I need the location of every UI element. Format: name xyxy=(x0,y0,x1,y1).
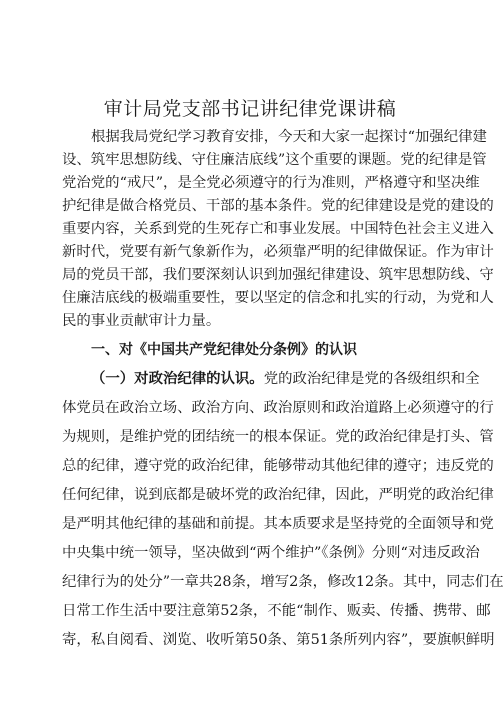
sub-section-1-first-line-text: 党的政治纪律是党的各级组织和全 xyxy=(263,371,480,387)
body-line-6: 中央集中统一领导，坚决做到“两个维护”《条例》分则“对违反政治 xyxy=(62,545,480,561)
intro-line-2: 设、筑牢思想防线、守住廉洁底线”这个重要的课题。党的纪律是管 xyxy=(62,152,487,168)
body-line-5: 是严明其他纪律的基础和前提。其本质要求是坚持党的全面领导和党 xyxy=(62,516,494,532)
intro-line-6: 新时代，党要有新气象新作为，必须靠严明的纪律做保证。作为审计 xyxy=(62,244,494,260)
intro-line-7: 局的党员干部，我们要深刻认识到加强纪律建设、筑牢思想防线、守 xyxy=(62,267,494,283)
body-line-1: 体党员在政治立场、政治方向、政治原则和政治道路上必须遵守的行 xyxy=(62,400,494,416)
intro-line-5: 重要内容，关系到党的生死存亡和事业发展。中国特色社会主义进入 xyxy=(62,221,494,237)
body-line-8: 日常工作生活中要注意第52条，不能“制作、贩卖、传播、携带、邮 xyxy=(62,603,491,619)
intro-line-1: 根据我局党纪学习教育安排，今天和大家一起探讨“加强纪律建 xyxy=(91,129,487,145)
document-title: 审计局党支部书记讲纪律党课讲稿 xyxy=(103,98,397,120)
body-line-3: 总的纪律，遵守党的政治纪律，能够带动其他纪律的遵守；违反党的 xyxy=(62,458,494,474)
intro-line-8: 住廉洁底线的极端重要性，要以坚定的信念和扎实的行动，为党和人 xyxy=(62,290,494,306)
sub-section-1-first-line xyxy=(91,369,480,389)
body-line-2: 为规则，是维护党的团结统一的根本保证。党的政治纪律是打头、管 xyxy=(62,429,494,445)
sub-section-1-heading: （一）对政治纪律的认识。 xyxy=(91,371,264,387)
intro-line-3: 党治党的“戒尺”，是全党必须遵守的行为准则，严格遵守和坚决维 xyxy=(62,175,480,191)
intro-line-9: 民的事业贡献审计力量。 xyxy=(62,313,221,329)
intro-line-4: 护纪律是做合格党员、干部的基本条件。党的纪律建设是党的建设的 xyxy=(62,198,494,214)
body-line-7: 纪律行为的处分”一章共28条，增写2条，修改12条。其中，同志们在 xyxy=(62,574,504,590)
section-heading-1: 一、对《中国共产党纪律处分条例》的认识 xyxy=(91,342,357,358)
body-line-4: 任何纪律，说到底都是破坏党的政治纪律，因此，严明党的政治纪律 xyxy=(62,487,494,503)
body-line-9: 寄，私自阅看、浏览、收听第50条、第51条所列内容”，要旗帜鲜明 xyxy=(62,632,495,648)
